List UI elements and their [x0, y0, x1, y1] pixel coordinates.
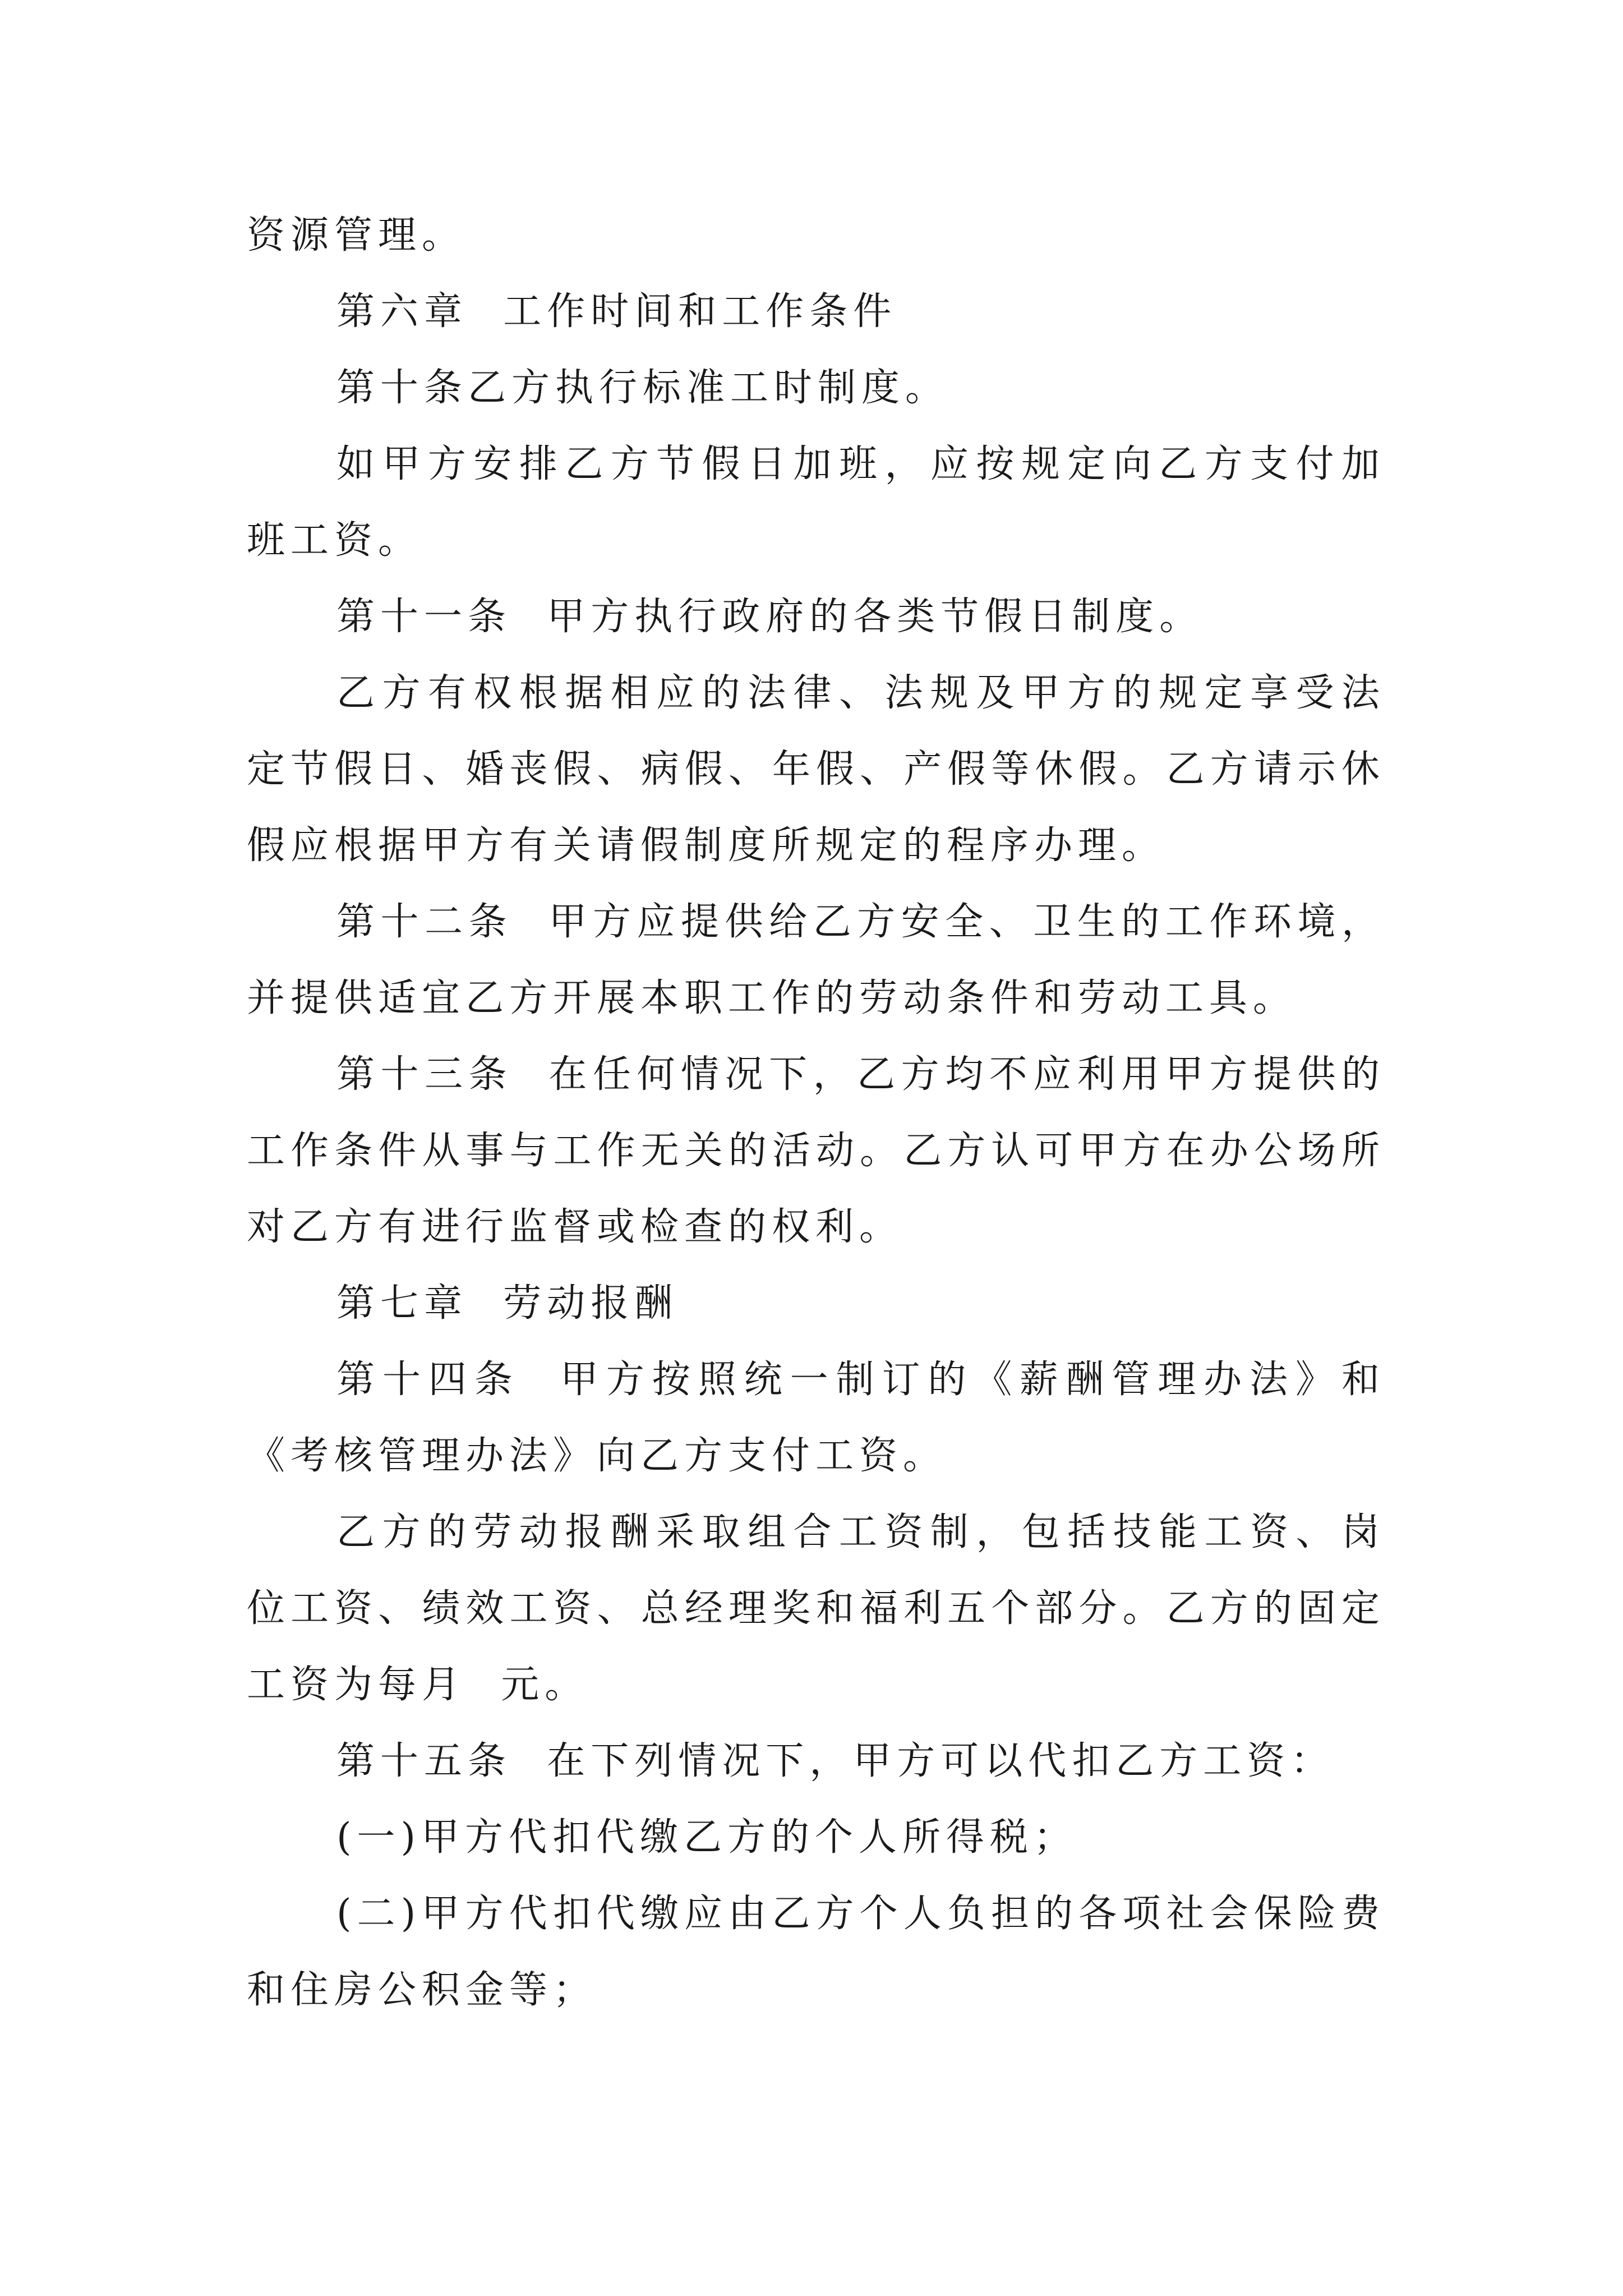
article-paragraph: 第十一条 甲方执行政府的各类节假日制度。: [336, 595, 1204, 639]
paragraph: 乙方的劳动报酬采取组合工资制，包括技能工资、岗位工资、绩效工资、总经理奖和福利五个部分。乙方的固定工资为每月 元。: [247, 1510, 1385, 1707]
article-paragraph: 第十条乙方执行标准工时制度。: [336, 366, 949, 410]
chapter-heading: 第七章 劳动报酬: [336, 1281, 679, 1326]
list-item: (二)甲方代扣代缴应由乙方个人负担的各项社会保险费和住房公积金等；: [247, 1892, 1385, 2012]
paragraph: 资源管理。: [247, 213, 466, 257]
article-paragraph: 第十四条 甲方按照统一制订的《薪酬管理办法》和《考核管理办法》向乙方支付工资。: [247, 1358, 1385, 1478]
list-item: (一)甲方代扣代缴乙方的个人所得税；: [336, 1815, 1078, 1860]
article-paragraph: 第十五条 在下列情况下，甲方可以代扣乙方工资：: [336, 1739, 1335, 1783]
paragraph: 如甲方安排乙方节假日加班，应按规定向乙方支付加班工资。: [247, 442, 1385, 563]
document-body: [247, 197, 1385, 2028]
chapter-heading: 第六章 工作时间和工作条件: [336, 289, 897, 334]
article-paragraph: 第十三条 在任何情况下，乙方均不应利用甲方提供的工作条件从事与工作无关的活动。乙方认可甲方在办公场所对乙方有进行监督或检查的权利。: [247, 1052, 1385, 1249]
paragraph: 乙方有权根据相应的法律、法规及甲方的规定享受法定节假日、婚丧假、病假、年假、产假等休假。乙方请示休假应根据甲方有关请假制度所规定的程序办理。: [247, 671, 1385, 868]
article-paragraph: 第十二条 甲方应提供给乙方安全、卫生的工作环境，并提供适宜乙方开展本职工作的劳动条件和劳动工具。: [247, 900, 1385, 1020]
